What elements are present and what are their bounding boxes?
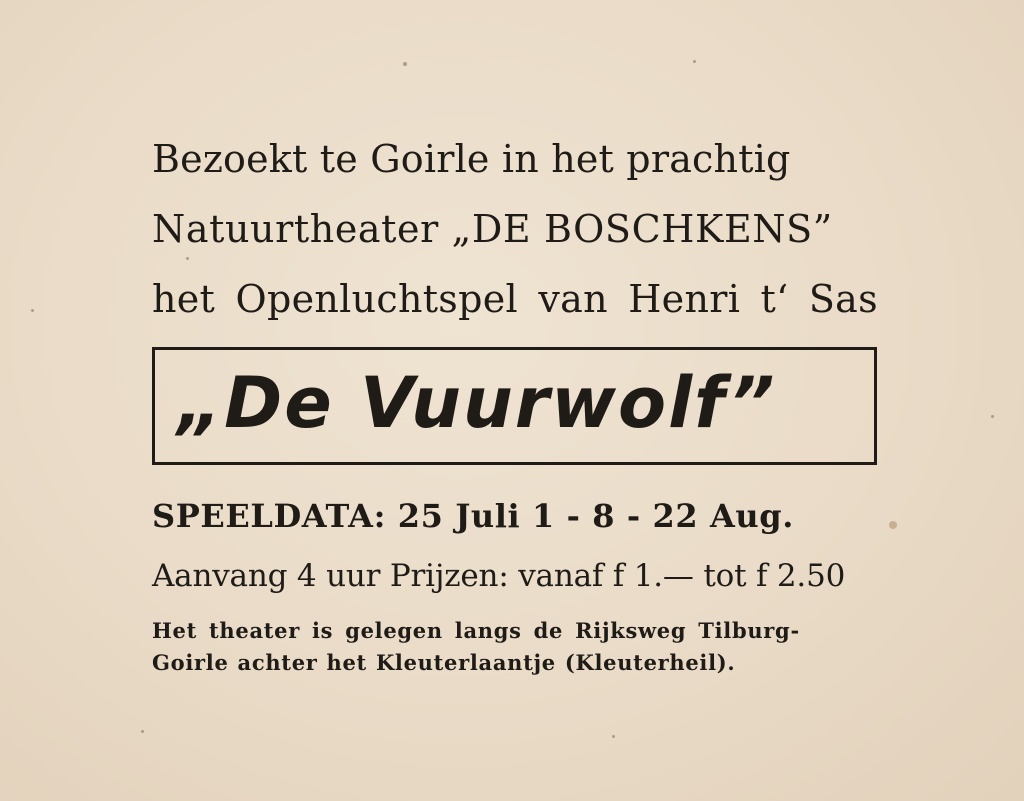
location-line-1: Het theater is gelegen langs de Rijksweg Tilburg- [152,618,800,643]
play-dates: SPEELDATA: 25 Juli 1 - 8 - 22 Aug. [152,497,794,535]
play-title: „De Vuurwolf” [177,362,777,444]
author-line: het Openluchtspel van Henri t‘ Sas [152,277,878,321]
paper-speck [889,521,897,529]
paper-speck [612,735,615,738]
paper-speck [991,415,994,418]
intro-line: Bezoekt te Goirle in het prachtig [152,137,791,181]
paper-speck [403,62,407,66]
title-frame [152,347,877,465]
paper-speck [693,60,696,63]
location-line-2: Goirle achter het Kleuterlaantje (Kleuterheil). [152,650,736,675]
paper-speck [31,309,34,312]
paper-speck [186,257,189,260]
theater-name-line: Natuurtheater „DE BOSCHKENS” [152,207,833,251]
start-and-prices: Aanvang 4 uur Prijzen: vanaf f 1.— tot f 2.50 [152,558,846,594]
paper-speck [141,730,144,733]
